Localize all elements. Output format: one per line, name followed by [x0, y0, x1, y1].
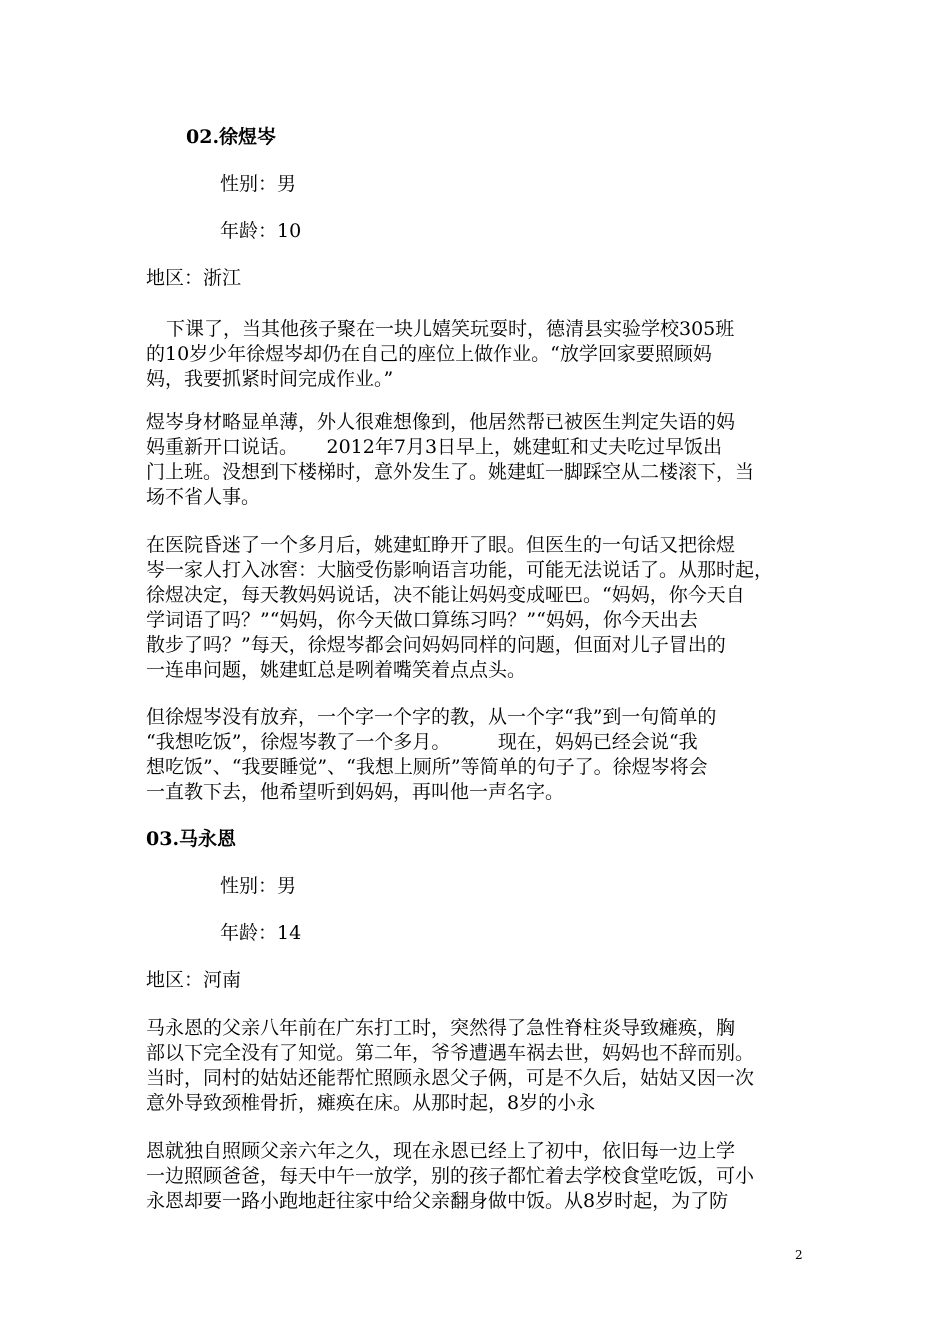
paragraph-line: 部以下完全没有了知觉。第二年，爷爷遭遇车祸去世，妈妈也不辞而别。 [146, 1042, 755, 1064]
paragraph-line: 妈重新开口说话。 2012年7月3日早上，姚建虹和丈夫吃过早饭出 [146, 436, 723, 458]
paragraph-line: 的10岁少年徐煜岑却仍在自己的座位上做作业。“放学回家要照顾妈 [146, 343, 712, 365]
paragraph-line: 想吃饭”、“我要睡觉”、“我想上厕所”等简单的句子了。徐煜岑将会 [146, 756, 708, 778]
section-heading: 03.马永恩 [146, 828, 237, 850]
paragraph-line: 一连串问题，姚建虹总是咧着嘴笑着点点头。 [146, 659, 527, 681]
paragraph-line: 门上班。没想到下楼梯时，意外发生了。姚建虹一脚踩空从二楼滚下，当 [146, 461, 755, 483]
paragraph-line: 妈，我要抓紧时间完成作业。” [146, 368, 394, 390]
region-field: 地区：浙江 [146, 267, 242, 289]
gender-field: 性别：男 [220, 875, 297, 897]
paragraph-line: 但徐煜岑没有放弃，一个字一个字的教，从一个字“我”到一句简单的 [146, 706, 717, 728]
paragraph-line: 煜岑身材略显单薄，外人很难想像到，他居然帮已被医生判定失语的妈 [146, 411, 736, 433]
paragraph-line: 散步了吗？”每天，徐煜岑都会问妈妈同样的问题，但面对儿子冒出的 [146, 634, 726, 656]
paragraph-line: 恩就独自照顾父亲六年之久，现在永恩已经上了初中，依旧每一边上学 [146, 1140, 736, 1162]
gender-field: 性别：男 [220, 173, 297, 195]
paragraph-line: “我想吃饭”，徐煜岑教了一个多月。 现在，妈妈已经会说“我 [146, 731, 698, 753]
paragraph-line: 意外导致颈椎骨折，瘫痪在床。从那时起，8岁的小永 [146, 1092, 596, 1114]
paragraph-line: 下课了，当其他孩子聚在一块儿嬉笑玩耍时，德清县实验学校305班 [166, 318, 735, 340]
paragraph-line: 在医院昏迷了一个多月后，姚建虹睁开了眼。但医生的一句话又把徐煜 [146, 534, 736, 556]
paragraph-line: 一边照顾爸爸，每天中午一放学，别的孩子都忙着去学校食堂吃饭，可小 [146, 1165, 755, 1187]
paragraph-line: 场不省人事。 [146, 486, 261, 508]
paragraph-line: 学词语了吗？”“妈妈，你今天做口算练习吗？”“妈妈，你今天出去 [146, 609, 698, 631]
region-field: 地区：河南 [146, 969, 242, 991]
paragraph-line: 徐煜决定，每天教妈妈说话，决不能让妈妈变成哑巴。“妈妈，你今天自 [146, 584, 745, 606]
page-number: 2 [795, 1248, 803, 1262]
section-heading: 02.徐煜岑 [186, 126, 277, 148]
age-field: 年龄：10 [220, 220, 302, 242]
age-field: 年龄：14 [220, 922, 302, 944]
paragraph-line: 一直教下去，他希望听到妈妈，再叫他一声名字。 [146, 781, 565, 803]
paragraph-line: 当时，同村的姑姑还能帮忙照顾永恩父子俩，可是不久后，姑姑又因一次 [146, 1067, 755, 1089]
paragraph-line: 岑一家人打入冰窖：大脑受伤影响语言功能，可能无法说话了。从那时起， [146, 559, 774, 581]
paragraph-line: 马永恩的父亲八年前在广东打工时，突然得了急性脊柱炎导致瘫痪，胸 [146, 1017, 736, 1039]
paragraph-line: 永恩却要一路小跑地赶往家中给父亲翻身做中饭。从8岁时起，为了防 [146, 1190, 729, 1212]
